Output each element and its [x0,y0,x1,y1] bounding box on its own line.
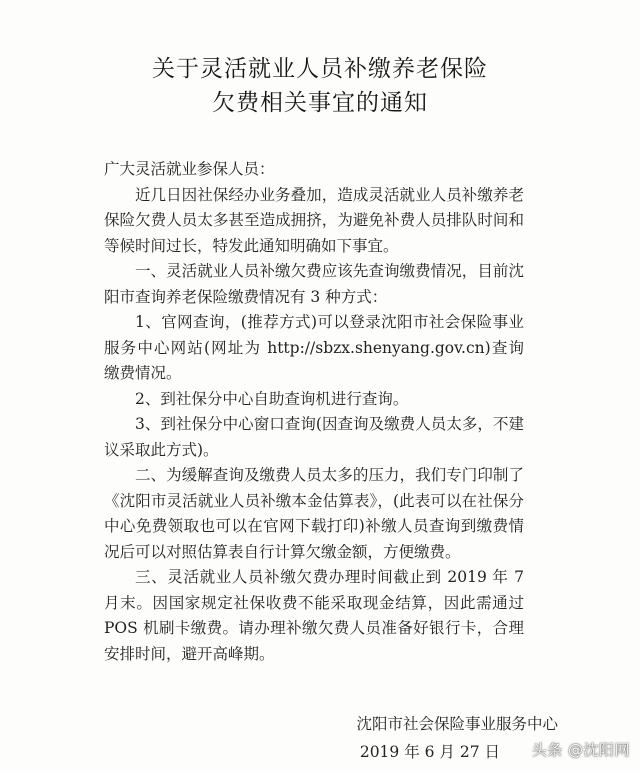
paragraph-item-1: 一、灵活就业人员补缴欠费应该先查询缴费情况，目前沈阳市查询养老保险缴费情况有 3 种方式： [104,262,524,306]
paragraph-method-1: 1、官网查询，(推荐方式)可以登录沈阳市社会保险事业服务中心网站(网址为 http://sbzx.shenyang.gov.cn)查询缴费情况。 [104,313,524,382]
watermark: 头条 @沈阳网 [531,741,630,759]
paragraph-method-3: 3、到社保分中心窗口查询(因查询及缴费人员太多，不建议采取此方式)。 [104,415,524,459]
notice-title-line-1: 关于灵活就业人员补缴养老保险 [152,56,488,82]
notice-title-line-2: 欠费相关事宜的通知 [212,90,428,116]
signature-organization: 沈阳市社会保险事业服务中心 [356,715,558,733]
paragraph-item-3: 三、灵活就业人员补缴欠费办理时间截止到 2019 年 7 月末。因国家规定社保收费不能采取现金结算，因此需通过 POS 机刷卡缴费。请办理补缴欠费人员准备好银行卡，合理安排时间，避开高峰期。 [104,568,524,663]
paragraph-intro: 近几日因社保经办业务叠加，造成灵活就业人员补缴养老保险欠费人员太多甚至造成拥挤，为避免补费人员排队时间和等候时间过长，特发此通知明确如下事宜。 [104,185,524,255]
notice-body [104,157,524,667]
paragraph-method-2: 2、到社保分中心自助查询机进行查询。 [135,389,409,408]
salutation: 广大灵活就业参保人员： [104,160,275,178]
signature-date: 2019 年 6 月 27 日 [359,743,500,761]
paragraph-item-2: 二、为缓解查询及缴费人员太多的压力，我们专门印制了《沈阳市灵活就业人员补缴本金估算表》，(此表可以在社保分中心免费领取也可以在官网下载打印)补缴人员查询到缴费情况后可以对照估算表自行计算欠缴金额，方便缴费。 [104,466,524,561]
